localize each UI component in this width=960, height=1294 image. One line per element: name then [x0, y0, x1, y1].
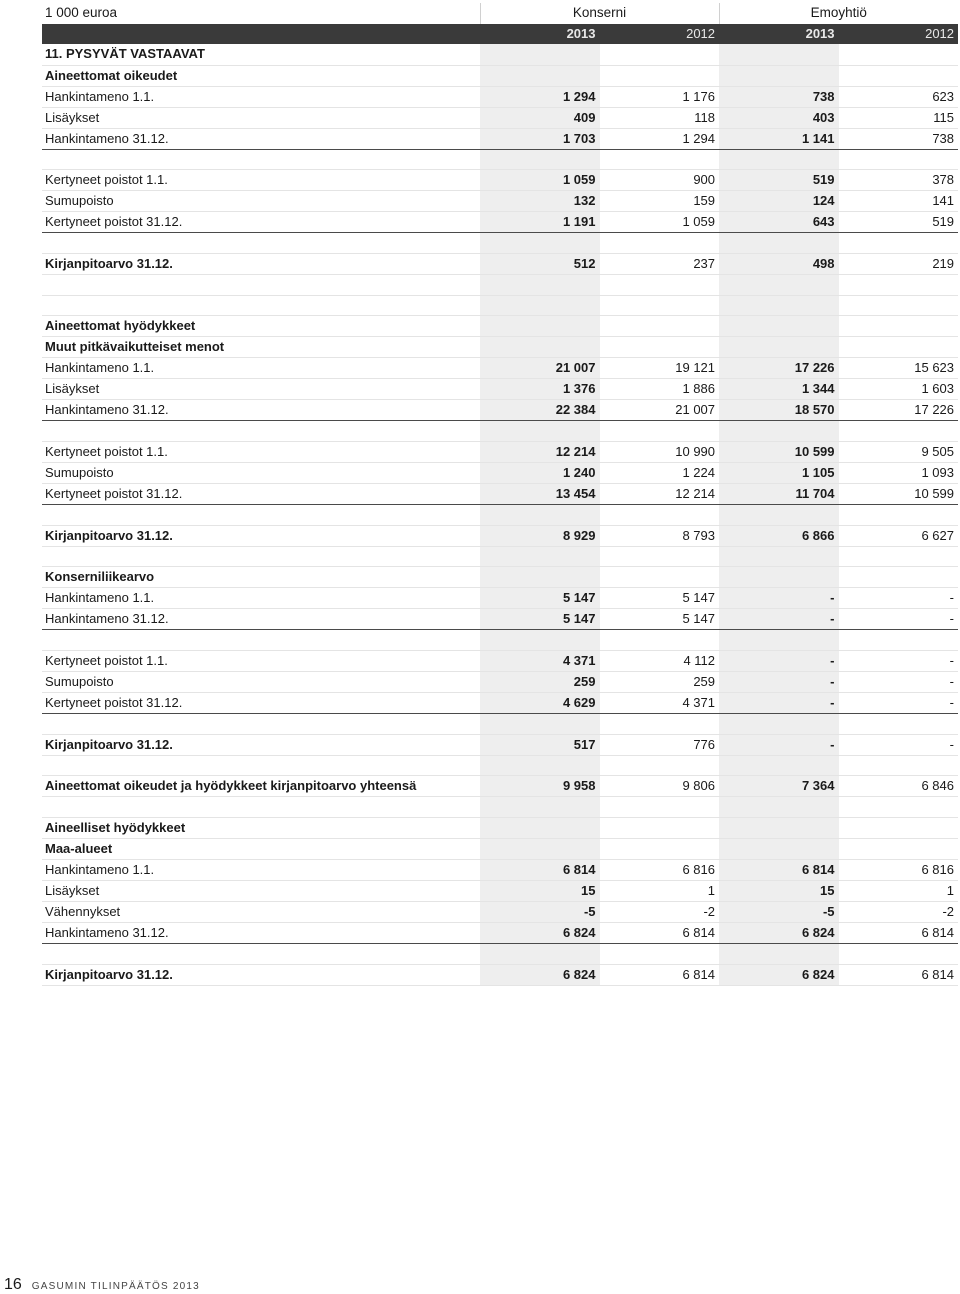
cell-emoyhtio-2013: [719, 505, 839, 526]
cell-konserni-2012: [600, 755, 720, 776]
cell-emoyhtio-2013: [719, 839, 839, 860]
cell-konserni-2012: [600, 421, 720, 442]
cell-emoyhtio-2013: 6 824: [719, 964, 839, 985]
row-label: [42, 714, 480, 735]
cell-konserni-2013: [480, 714, 600, 735]
cell-emoyhtio-2013: -: [719, 651, 839, 672]
row-label: [42, 505, 480, 526]
cell-emoyhtio-2012: -: [839, 609, 959, 630]
cell-emoyhtio-2013: [719, 797, 839, 818]
cell-emoyhtio-2012: 6 846: [839, 776, 959, 797]
cell-konserni-2013: [480, 316, 600, 337]
cell-emoyhtio-2012: 6 814: [839, 923, 959, 944]
cell-konserni-2012: 1 224: [600, 463, 720, 484]
cell-konserni-2013: 15: [480, 881, 600, 902]
cell-konserni-2012: 6 814: [600, 923, 720, 944]
cell-konserni-2012: 1 294: [600, 128, 720, 149]
table-row: [42, 65, 958, 86]
cell-konserni-2013: 1 294: [480, 86, 600, 107]
cell-konserni-2012: [600, 797, 720, 818]
table-row: [42, 212, 958, 233]
cell-konserni-2013: [480, 233, 600, 254]
cell-konserni-2013: [480, 421, 600, 442]
row-label: [42, 274, 480, 295]
cell-emoyhtio-2012: -: [839, 651, 959, 672]
cell-emoyhtio-2012: 6 814: [839, 964, 959, 985]
cell-konserni-2013: 22 384: [480, 400, 600, 421]
year-header-spacer: [42, 24, 480, 45]
table-row: [42, 253, 958, 274]
row-label: Kertyneet poistot 1.1.: [42, 170, 480, 191]
cell-konserni-2013: [480, 944, 600, 965]
cell-konserni-2013: 1 376: [480, 379, 600, 400]
cell-emoyhtio-2013: 7 364: [719, 776, 839, 797]
cell-konserni-2013: 1 240: [480, 463, 600, 484]
cell-emoyhtio-2013: [719, 567, 839, 588]
cell-emoyhtio-2013: [719, 755, 839, 776]
table-row: [42, 274, 958, 295]
cell-konserni-2012: 12 214: [600, 484, 720, 505]
row-label: [42, 295, 480, 316]
cell-emoyhtio-2013: [719, 65, 839, 86]
row-label: Kirjanpitoarvo 31.12.: [42, 525, 480, 546]
cell-konserni-2013: 12 214: [480, 442, 600, 463]
cell-konserni-2012: 21 007: [600, 400, 720, 421]
cell-emoyhtio-2012: [839, 421, 959, 442]
cell-emoyhtio-2013: 403: [719, 107, 839, 128]
cell-konserni-2012: [600, 818, 720, 839]
cell-konserni-2012: 118: [600, 107, 720, 128]
cell-konserni-2012: [600, 295, 720, 316]
cell-emoyhtio-2012: [839, 630, 959, 651]
row-label: Hankintameno 31.12.: [42, 400, 480, 421]
cell-emoyhtio-2013: [719, 714, 839, 735]
row-label: Aineelliset hyödykkeet: [42, 818, 480, 839]
cell-konserni-2012: [600, 149, 720, 170]
cell-konserni-2012: 159: [600, 191, 720, 212]
table-row: [42, 400, 958, 421]
row-label: Hankintameno 31.12.: [42, 609, 480, 630]
row-label: Hankintameno 1.1.: [42, 860, 480, 881]
cell-emoyhtio-2012: [839, 65, 959, 86]
cell-emoyhtio-2012: [839, 944, 959, 965]
group-header-konserni: Konserni: [480, 3, 719, 24]
cell-emoyhtio-2012: [839, 505, 959, 526]
row-label: 11. PYSYVÄT VASTAAVAT: [42, 44, 480, 65]
cell-emoyhtio-2012: 141: [839, 191, 959, 212]
table-body: [42, 44, 958, 985]
cell-emoyhtio-2012: [839, 839, 959, 860]
table-row: [42, 170, 958, 191]
table-row: [42, 672, 958, 693]
cell-konserni-2013: 9 958: [480, 776, 600, 797]
cell-konserni-2012: 6 814: [600, 964, 720, 985]
table-row: [42, 442, 958, 463]
cell-konserni-2012: [600, 714, 720, 735]
cell-konserni-2012: [600, 839, 720, 860]
row-label: [42, 149, 480, 170]
table-row: [42, 567, 958, 588]
cell-emoyhtio-2013: 643: [719, 212, 839, 233]
cell-emoyhtio-2012: [839, 755, 959, 776]
cell-emoyhtio-2013: [719, 421, 839, 442]
cell-emoyhtio-2013: -: [719, 672, 839, 693]
row-label: [42, 755, 480, 776]
table-row: [42, 421, 958, 442]
cell-konserni-2013: [480, 337, 600, 358]
cell-emoyhtio-2013: 17 226: [719, 358, 839, 379]
cell-konserni-2013: 4 371: [480, 651, 600, 672]
cell-konserni-2012: [600, 44, 720, 65]
row-label: Lisäykset: [42, 379, 480, 400]
table-row: [42, 505, 958, 526]
cell-emoyhtio-2012: 115: [839, 107, 959, 128]
row-label: [42, 944, 480, 965]
table-row: [42, 944, 958, 965]
cell-emoyhtio-2013: -: [719, 588, 839, 609]
cell-konserni-2012: 10 990: [600, 442, 720, 463]
row-label: Kertyneet poistot 31.12.: [42, 693, 480, 714]
row-label: Hankintameno 1.1.: [42, 358, 480, 379]
cell-emoyhtio-2012: 6 816: [839, 860, 959, 881]
row-label: Kirjanpitoarvo 31.12.: [42, 964, 480, 985]
publication-title: GASUMIN TILINPÄÄTÖS 2013: [31, 1281, 200, 1292]
cell-konserni-2012: [600, 233, 720, 254]
cell-konserni-2013: [480, 149, 600, 170]
cell-emoyhtio-2012: 10 599: [839, 484, 959, 505]
cell-emoyhtio-2013: 1 141: [719, 128, 839, 149]
cell-emoyhtio-2012: -: [839, 693, 959, 714]
cell-konserni-2013: 259: [480, 672, 600, 693]
cell-konserni-2013: [480, 295, 600, 316]
cell-konserni-2012: [600, 567, 720, 588]
cell-konserni-2013: 4 629: [480, 693, 600, 714]
row-label: Muut pitkävaikutteiset menot: [42, 337, 480, 358]
cell-konserni-2012: [600, 274, 720, 295]
cell-emoyhtio-2013: 10 599: [719, 442, 839, 463]
row-label: Lisäykset: [42, 107, 480, 128]
row-label: [42, 546, 480, 567]
cell-konserni-2012: 19 121: [600, 358, 720, 379]
cell-konserni-2012: 5 147: [600, 609, 720, 630]
cell-emoyhtio-2012: 623: [839, 86, 959, 107]
cell-emoyhtio-2013: [719, 546, 839, 567]
cell-konserni-2012: 1 059: [600, 212, 720, 233]
table-row: [42, 233, 958, 254]
cell-emoyhtio-2012: 15 623: [839, 358, 959, 379]
cell-konserni-2013: 132: [480, 191, 600, 212]
cell-emoyhtio-2012: -: [839, 588, 959, 609]
cell-emoyhtio-2013: 498: [719, 253, 839, 274]
cell-konserni-2013: 13 454: [480, 484, 600, 505]
cell-konserni-2013: [480, 755, 600, 776]
cell-emoyhtio-2013: 738: [719, 86, 839, 107]
cell-konserni-2012: 776: [600, 734, 720, 755]
cell-konserni-2013: [480, 567, 600, 588]
cell-emoyhtio-2012: [839, 274, 959, 295]
table-row: [42, 881, 958, 902]
cell-konserni-2012: 9 806: [600, 776, 720, 797]
cell-emoyhtio-2013: -: [719, 609, 839, 630]
cell-emoyhtio-2013: [719, 44, 839, 65]
table-row: [42, 714, 958, 735]
table-row: [42, 630, 958, 651]
row-label: Lisäykset: [42, 881, 480, 902]
cell-konserni-2012: 6 816: [600, 860, 720, 881]
cell-emoyhtio-2013: 18 570: [719, 400, 839, 421]
financial-table-container: [42, 3, 958, 986]
table-row: [42, 295, 958, 316]
cell-emoyhtio-2012: [839, 546, 959, 567]
table-row: [42, 484, 958, 505]
cell-konserni-2013: [480, 839, 600, 860]
table-row: [42, 588, 958, 609]
cell-emoyhtio-2012: 378: [839, 170, 959, 191]
cell-emoyhtio-2012: [839, 337, 959, 358]
cell-konserni-2013: 1 059: [480, 170, 600, 191]
cell-konserni-2012: 259: [600, 672, 720, 693]
cell-emoyhtio-2012: [839, 295, 959, 316]
cell-konserni-2013: 6 824: [480, 964, 600, 985]
cell-konserni-2013: 6 824: [480, 923, 600, 944]
cell-emoyhtio-2013: [719, 818, 839, 839]
cell-emoyhtio-2013: 519: [719, 170, 839, 191]
cell-emoyhtio-2013: [719, 944, 839, 965]
cell-emoyhtio-2012: -: [839, 734, 959, 755]
cell-konserni-2013: 409: [480, 107, 600, 128]
row-label: Hankintameno 1.1.: [42, 588, 480, 609]
cell-emoyhtio-2013: [719, 316, 839, 337]
page-footer: [4, 1276, 200, 1294]
cell-emoyhtio-2013: 15: [719, 881, 839, 902]
cell-emoyhtio-2012: -: [839, 672, 959, 693]
cell-konserni-2012: [600, 630, 720, 651]
cell-konserni-2013: [480, 274, 600, 295]
table-row: [42, 755, 958, 776]
cell-konserni-2012: 1: [600, 881, 720, 902]
cell-emoyhtio-2013: [719, 149, 839, 170]
table-row: [42, 609, 958, 630]
cell-emoyhtio-2013: 1 344: [719, 379, 839, 400]
row-label: Kertyneet poistot 1.1.: [42, 651, 480, 672]
table-row: [42, 546, 958, 567]
cell-konserni-2013: 517: [480, 734, 600, 755]
cell-emoyhtio-2012: [839, 233, 959, 254]
cell-emoyhtio-2013: 11 704: [719, 484, 839, 505]
group-header-row: [42, 3, 958, 24]
cell-emoyhtio-2013: [719, 337, 839, 358]
table-row: [42, 818, 958, 839]
table-row: [42, 839, 958, 860]
cell-konserni-2013: 21 007: [480, 358, 600, 379]
year-header-konserni-2012: 2012: [600, 24, 720, 45]
cell-konserni-2013: 8 929: [480, 525, 600, 546]
cell-emoyhtio-2013: 6 866: [719, 525, 839, 546]
cell-emoyhtio-2012: [839, 567, 959, 588]
cell-konserni-2013: [480, 65, 600, 86]
table-row: [42, 44, 958, 65]
table-row: [42, 902, 958, 923]
row-label: Maa-alueet: [42, 839, 480, 860]
table-row: [42, 776, 958, 797]
cell-emoyhtio-2013: 6 824: [719, 923, 839, 944]
cell-konserni-2012: 900: [600, 170, 720, 191]
cell-konserni-2013: [480, 546, 600, 567]
cell-emoyhtio-2012: [839, 316, 959, 337]
cell-emoyhtio-2012: 17 226: [839, 400, 959, 421]
table-row: [42, 693, 958, 714]
cell-konserni-2012: 4 371: [600, 693, 720, 714]
row-label: [42, 797, 480, 818]
row-label: [42, 233, 480, 254]
table-row: [42, 797, 958, 818]
cell-konserni-2012: [600, 944, 720, 965]
table-row: [42, 379, 958, 400]
row-label: Sumupoisto: [42, 191, 480, 212]
cell-emoyhtio-2012: 1 093: [839, 463, 959, 484]
cell-emoyhtio-2012: 6 627: [839, 525, 959, 546]
cell-konserni-2013: [480, 797, 600, 818]
table-row: [42, 86, 958, 107]
table-row: [42, 128, 958, 149]
cell-konserni-2013: 5 147: [480, 588, 600, 609]
cell-konserni-2012: 8 793: [600, 525, 720, 546]
cell-konserni-2012: 1 176: [600, 86, 720, 107]
row-label: [42, 630, 480, 651]
cell-konserni-2013: 6 814: [480, 860, 600, 881]
cell-konserni-2012: [600, 337, 720, 358]
row-label: Sumupoisto: [42, 463, 480, 484]
cell-emoyhtio-2013: 124: [719, 191, 839, 212]
cell-emoyhtio-2012: 519: [839, 212, 959, 233]
cell-emoyhtio-2012: 9 505: [839, 442, 959, 463]
row-label: Hankintameno 1.1.: [42, 86, 480, 107]
table-row: [42, 316, 958, 337]
cell-konserni-2013: 1 703: [480, 128, 600, 149]
cell-emoyhtio-2013: -5: [719, 902, 839, 923]
row-label: Kirjanpitoarvo 31.12.: [42, 734, 480, 755]
row-label: Kertyneet poistot 31.12.: [42, 212, 480, 233]
cell-emoyhtio-2012: 738: [839, 128, 959, 149]
table-row: [42, 107, 958, 128]
cell-emoyhtio-2013: 1 105: [719, 463, 839, 484]
cell-emoyhtio-2012: 1 603: [839, 379, 959, 400]
cell-konserni-2013: [480, 818, 600, 839]
cell-konserni-2012: 1 886: [600, 379, 720, 400]
table-row: [42, 337, 958, 358]
cell-emoyhtio-2012: -2: [839, 902, 959, 923]
cell-konserni-2013: 1 191: [480, 212, 600, 233]
cell-konserni-2012: [600, 505, 720, 526]
cell-emoyhtio-2013: [719, 630, 839, 651]
cell-konserni-2013: 512: [480, 253, 600, 274]
cell-emoyhtio-2013: [719, 295, 839, 316]
page-number: 16: [4, 1276, 22, 1293]
row-label: Konserniliikearvo: [42, 567, 480, 588]
cell-konserni-2012: -2: [600, 902, 720, 923]
cell-konserni-2012: 4 112: [600, 651, 720, 672]
cell-emoyhtio-2013: [719, 274, 839, 295]
row-label: Kirjanpitoarvo 31.12.: [42, 253, 480, 274]
row-label: Kertyneet poistot 1.1.: [42, 442, 480, 463]
table-row: [42, 923, 958, 944]
cell-konserni-2012: 5 147: [600, 588, 720, 609]
cell-konserni-2012: [600, 546, 720, 567]
cell-konserni-2012: 237: [600, 253, 720, 274]
row-label: Aineettomat oikeudet: [42, 65, 480, 86]
unit-label: 1 000 euroa: [45, 5, 118, 21]
cell-emoyhtio-2012: [839, 818, 959, 839]
row-label: Aineettomat oikeudet ja hyödykkeet kirjanpitoarvo yhteensä: [42, 776, 480, 797]
cell-emoyhtio-2012: [839, 44, 959, 65]
cell-emoyhtio-2012: 219: [839, 253, 959, 274]
group-header-emoyhtio: Emoyhtiö: [719, 3, 958, 24]
cell-konserni-2012: [600, 65, 720, 86]
cell-konserni-2013: [480, 44, 600, 65]
cell-konserni-2013: -5: [480, 902, 600, 923]
table-row: [42, 191, 958, 212]
row-label: Vähennykset: [42, 902, 480, 923]
year-header-row: [42, 24, 958, 45]
row-label: Aineettomat hyödykkeet: [42, 316, 480, 337]
year-header-konserni-2013: 2013: [480, 24, 600, 45]
cell-emoyhtio-2012: [839, 714, 959, 735]
cell-konserni-2013: [480, 505, 600, 526]
row-label: Kertyneet poistot 31.12.: [42, 484, 480, 505]
cell-konserni-2013: [480, 630, 600, 651]
row-label: Hankintameno 31.12.: [42, 923, 480, 944]
row-label: [42, 421, 480, 442]
row-label: Hankintameno 31.12.: [42, 128, 480, 149]
table-row: [42, 964, 958, 985]
year-header-emoyhtio-2013: 2013: [719, 24, 839, 45]
cell-emoyhtio-2013: -: [719, 693, 839, 714]
table-row: [42, 651, 958, 672]
intangible-assets-table: [42, 3, 958, 986]
table-row: [42, 149, 958, 170]
table-row: [42, 860, 958, 881]
cell-emoyhtio-2013: 6 814: [719, 860, 839, 881]
cell-emoyhtio-2013: [719, 233, 839, 254]
cell-konserni-2013: 5 147: [480, 609, 600, 630]
table-row: [42, 525, 958, 546]
year-header-emoyhtio-2012: 2012: [839, 24, 959, 45]
cell-konserni-2012: [600, 316, 720, 337]
table-row: [42, 734, 958, 755]
table-row: [42, 358, 958, 379]
cell-emoyhtio-2012: 1: [839, 881, 959, 902]
table-row: [42, 463, 958, 484]
row-label: Sumupoisto: [42, 672, 480, 693]
cell-emoyhtio-2013: -: [719, 734, 839, 755]
cell-emoyhtio-2012: [839, 797, 959, 818]
cell-emoyhtio-2012: [839, 149, 959, 170]
